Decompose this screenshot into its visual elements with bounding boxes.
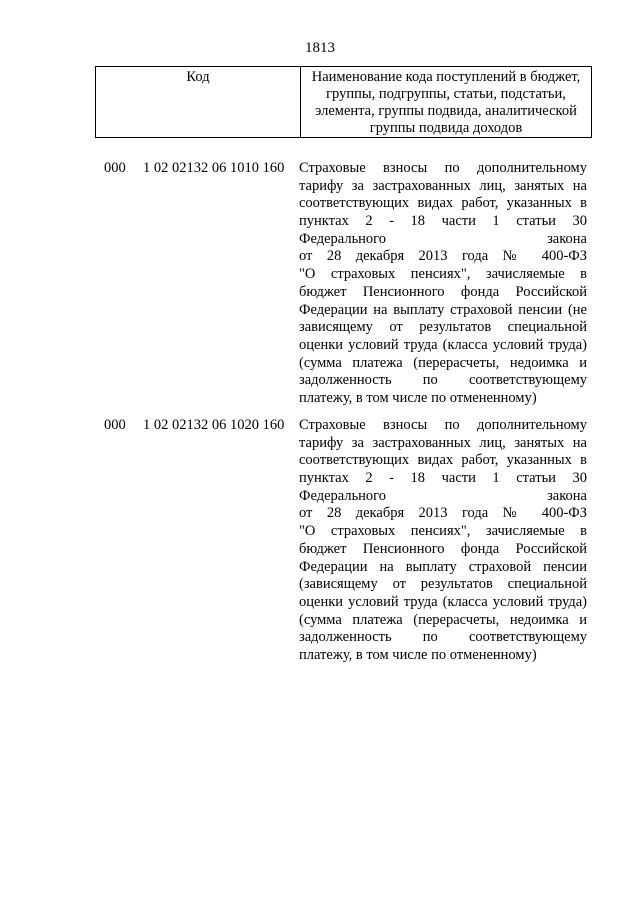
header-code-cell (96, 67, 301, 137)
table-header (95, 66, 592, 138)
description-line: бюджет Пенсионного фонда Российской (299, 283, 587, 300)
header-name-line: группы, подгруппы, статьи, подстатьи, (326, 86, 566, 102)
header-name-line: Наименование кода поступлений в бюджет, (311, 69, 581, 85)
revenue-code: 1 02 02132 06 1010 160 (143, 160, 285, 176)
description-line: Федерации на выплату страховой пенсии (299, 558, 587, 575)
description-line: (сумма платежа (перерасчеты, недоимка и (299, 611, 587, 628)
description-line: тарифу за застрахованных лиц, занятых на (299, 177, 587, 194)
description-line: оценки условий труда (класса условий труда) (299, 336, 587, 353)
description-line: соответствующих видах работ, указанных в (299, 195, 587, 212)
description-line: соответствующих видах работ, указанных в (299, 452, 587, 469)
description-line: Федерации на выплату страховой пенсии (не (299, 301, 587, 318)
header-name-line: группы подвида доходов (369, 120, 523, 136)
header-name-line: элемента, группы подвида, аналитической (315, 103, 577, 119)
description-line: (зависящему от результатов специальной (299, 576, 587, 593)
description-line: (сумма платежа (перерасчеты, недоимка и (299, 354, 587, 371)
description-line: платежу, в том числе по отмененному) (299, 646, 537, 663)
description-line: Федерального закона (299, 487, 587, 504)
revenue-description (299, 417, 587, 665)
description-line: пунктах 2 - 18 части 1 статьи 30 (299, 470, 587, 487)
page-number: 1813 (305, 40, 335, 56)
description-line: платежу, в том числе по отмененному) (299, 389, 537, 406)
description-line: бюджет Пенсионного фонда Российской (299, 540, 587, 557)
description-line: от 28 декабря 2013 года № 400-ФЗ (299, 248, 587, 265)
revenue-description (299, 160, 587, 408)
header-name-cell (301, 67, 591, 137)
admin-code: 000 (104, 160, 126, 176)
header-code-label: Код (186, 69, 210, 85)
description-line: пунктах 2 - 18 части 1 статьи 30 (299, 213, 587, 230)
revenue-code: 1 02 02132 06 1020 160 (143, 417, 285, 433)
admin-code: 000 (104, 417, 126, 433)
description-line: тарифу за застрахованных лиц, занятых на (299, 434, 587, 451)
description-line: зависящему от результатов специальной (299, 319, 587, 336)
description-line: Страховые взносы по дополнительному (299, 417, 587, 433)
description-line: от 28 декабря 2013 года № 400-ФЗ (299, 505, 587, 522)
description-line: Страховые взносы по дополнительному (299, 160, 587, 176)
description-line: задолженность по соответствующему (299, 629, 587, 646)
description-line: "О страховых пенсиях", зачисляемые в (299, 266, 587, 283)
description-line: задолженность по соответствующему (299, 372, 587, 389)
description-line: Федерального закона (299, 230, 587, 247)
description-line: оценки условий труда (класса условий труда) (299, 593, 587, 610)
description-line: "О страховых пенсиях", зачисляемые в (299, 523, 587, 540)
